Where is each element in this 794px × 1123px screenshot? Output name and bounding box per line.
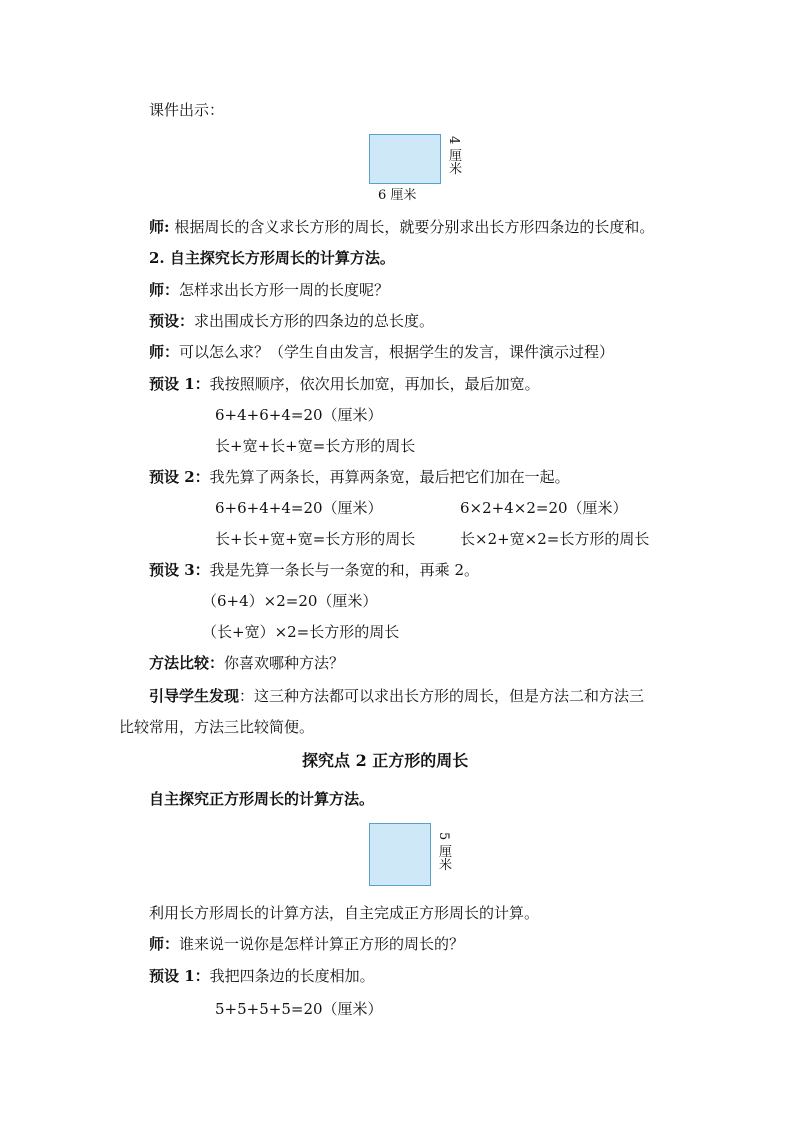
- subheading-2: 2. 自主探究长方形周长的计算方法。: [149, 249, 395, 267]
- paragraph-text: 怎样求出长方形一周的长度呢？: [179, 281, 390, 299]
- speaker-label: 引导学生发现: [149, 687, 240, 705]
- paragraph-text: 你喜欢哪种方法？: [224, 654, 345, 672]
- speaker-label: 师：: [149, 343, 180, 361]
- speaker-label: 预设 3：: [149, 561, 210, 579]
- paragraph-8: [149, 653, 344, 673]
- formula-2d: 长×2+宽×2=长方形的周长: [460, 530, 650, 548]
- formula-3a: （6+4）×2=20（厘米）: [202, 592, 378, 610]
- formula-2b: 6×2+4×2=20（厘米）: [460, 499, 628, 517]
- section-heading: 探究点 2 正方形的周长: [302, 751, 469, 770]
- formula-1b: 长+宽+长+宽=长方形的周长: [215, 437, 416, 455]
- paragraph-text: 求出围成长方形的四条边的总长度。: [194, 312, 435, 330]
- paragraph-text: 根据周长的含义求长方形的周长，就要分别求出长方形四条边的长度和。: [169, 218, 655, 236]
- paragraph-text: 我按照顺序，依次用长加宽，再加长，最后加宽。: [209, 375, 540, 393]
- paragraph-text: 可以怎么求？（学生自由发言，根据学生的发言，课件演示过程）: [179, 343, 615, 361]
- speaker-label: 方法比较：: [149, 654, 225, 672]
- paragraph-7: [149, 560, 479, 580]
- paragraph-text: 我是先算一条长与一条宽的和，再乘 2。: [209, 561, 479, 579]
- speaker-label: 预设 1：: [149, 375, 210, 393]
- paragraph-text: 我把四条边的长度相加。: [209, 967, 375, 985]
- formula-4a: 5+5+5+5=20（厘米）: [215, 1000, 383, 1018]
- rectangle-height-label: 4 厘米: [446, 136, 461, 175]
- paragraph-9: [149, 686, 644, 706]
- paragraph-5: [149, 374, 540, 394]
- paragraph-4: [149, 342, 614, 362]
- speaker-label: 预设：: [149, 312, 195, 330]
- paragraph-3: [149, 311, 434, 331]
- rectangle-width-label: 6 厘米: [378, 188, 417, 203]
- square-side-label: 5 厘米: [436, 832, 451, 871]
- paragraph-text: 我先算了两条长，再算两条宽，最后把它们加在一起。: [209, 468, 570, 486]
- intro-text: 课件出示：: [149, 101, 225, 119]
- paragraph-text: 谁来说一说你是怎样计算正方形的周长的？: [179, 935, 465, 953]
- formula-2a: 6+6+4+4=20（厘米）: [215, 499, 383, 517]
- paragraph-12: [149, 966, 375, 986]
- paragraph-text: ：这三种方法都可以求出长方形的周长，但是方法二和方法三: [239, 687, 645, 705]
- paragraph-11: [149, 934, 464, 954]
- formula-2c: 长+长+宽+宽=长方形的周长: [215, 530, 416, 548]
- paragraph-9-continued: 比较常用，方法三比较简便。: [119, 718, 315, 736]
- subheading-3: 自主探究正方形周长的计算方法。: [149, 790, 375, 808]
- formula-3b: （长+宽）×2=长方形的周长: [202, 623, 400, 641]
- speaker-label: 师：: [149, 935, 180, 953]
- speaker-label: 师:: [149, 218, 170, 236]
- paragraph-6: [149, 467, 570, 487]
- square-figure: [369, 823, 431, 886]
- paragraph-2: [149, 280, 389, 300]
- paragraph-10: 利用长方形周长的计算方法，自主完成正方形周长的计算。: [149, 904, 540, 922]
- speaker-label: 师：: [149, 281, 180, 299]
- paragraph-1: [149, 217, 654, 237]
- speaker-label: 预设 1：: [149, 967, 210, 985]
- speaker-label: 预设 2：: [149, 468, 210, 486]
- formula-1a: 6+4+6+4=20（厘米）: [215, 406, 383, 424]
- rectangle-figure: [369, 134, 441, 184]
